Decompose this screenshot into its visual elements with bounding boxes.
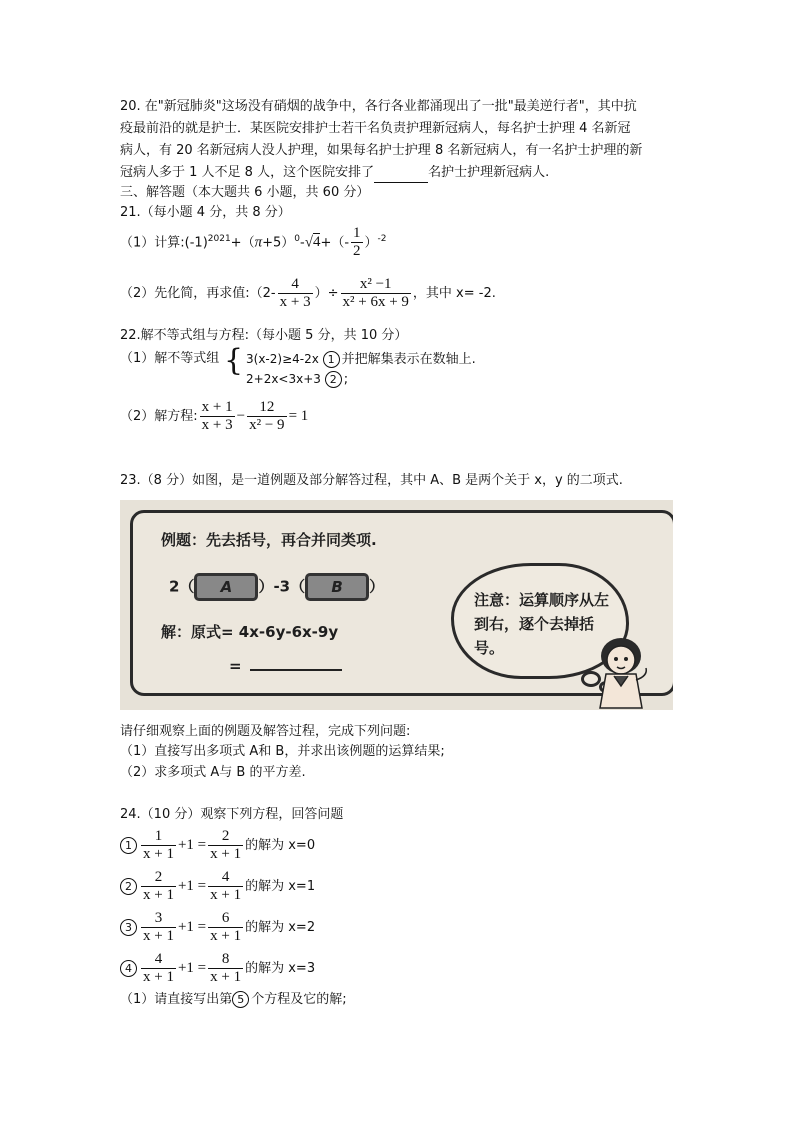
example-expression [169, 573, 384, 601]
denominator: x + 1 [210, 928, 242, 944]
denominator: x + 3 [279, 294, 311, 310]
answer-line [250, 655, 342, 671]
numerator: 4 [208, 869, 243, 887]
sqrt-radicand: 4 [312, 234, 321, 251]
q22-part2-label: （2）解方程: [120, 409, 198, 424]
numerator: 6 [208, 910, 243, 928]
exponent: -2 [377, 234, 387, 244]
denominator: x + 3 [201, 417, 233, 433]
denominator: x + 1 [143, 846, 174, 862]
fraction [208, 910, 243, 945]
q21-part2-label: （2）先化简，再求值:（2- [120, 286, 276, 301]
q20-line-4-tail: 名护士护理新冠病人. [428, 165, 550, 180]
answer-blank [374, 168, 428, 183]
denominator: 2 [353, 243, 361, 260]
fraction [278, 276, 313, 311]
q23-question-1: （1）直接写出多项式 A和 B，并求出该例题的运算结果; [120, 744, 445, 759]
q21-part2 [120, 272, 496, 316]
denominator: x + 1 [143, 969, 174, 985]
q23-instruction: 请仔细观察上面的例题及解答过程，完成下列问题: [120, 724, 411, 739]
inequality-1-text: 3(x-2)≥4-2x [246, 352, 319, 366]
q21-part1-label: （1）计算: [120, 235, 185, 251]
fraction-half [351, 225, 363, 260]
numerator: x + 1 [201, 399, 233, 415]
expr-part: ） [369, 577, 385, 596]
girl-illustration-icon [586, 632, 656, 710]
fraction [141, 869, 176, 904]
q20-line-2: 疫最前沿的就是护士．某医院安排护士若干名负责护理新冠病人，每名护士护理 4 名新冠 [120, 121, 631, 136]
equation-rhs: = 1 [288, 408, 309, 424]
circled-number: 1 [323, 351, 340, 368]
q22-part1-label: （1）解不等式组 [120, 351, 220, 366]
denominator: x + 1 [143, 887, 174, 903]
operator: ）÷ [314, 286, 339, 301]
inequality-1 [246, 350, 476, 369]
exponent: 2021 [207, 234, 231, 244]
inequality-1-tail: 并把解集表示在数轴上. [341, 352, 476, 367]
q22-part2 [120, 394, 308, 438]
box-b: B [305, 573, 369, 601]
numerator: 1 [141, 828, 176, 846]
circled-number: 2 [120, 878, 137, 895]
numerator: x² −1 [341, 276, 411, 294]
denominator: x + 1 [210, 846, 242, 862]
q20-line-4-text: 冠病人多于 1 人不足 8 人，这个医院安排了 [120, 165, 375, 180]
brace-symbol: { [224, 343, 244, 378]
fraction [208, 828, 243, 863]
operator: +1 = [177, 878, 207, 894]
numerator: 2 [208, 828, 243, 846]
inequality-2 [246, 370, 348, 389]
numerator: 8 [208, 951, 243, 969]
q24-equation-2 [120, 867, 315, 905]
expr-part: 2（ [169, 577, 195, 596]
circled-number: 5 [232, 991, 249, 1008]
example-photo [120, 500, 673, 710]
q24-equation-4 [120, 949, 315, 987]
example-solution: 解：原式= 4x-6y-6x-9y [161, 623, 339, 641]
operator: − [236, 408, 246, 424]
operator: +1 = [177, 960, 207, 976]
numerator: 4 [141, 951, 176, 969]
q20-line-1: 20. 在"新冠肺炎"这场没有硝烟的战争中，各行各业都涌现出了一批"最美逆行者"，其中抗 [120, 99, 637, 114]
fraction [341, 276, 411, 311]
fraction [141, 951, 176, 986]
box-a: A [194, 573, 258, 601]
q24-equation-3 [120, 908, 315, 946]
fraction [200, 399, 235, 434]
bubble-note: 注意：运算顺序从左到右，逐个去掉括号。 [474, 591, 610, 657]
equation-solution: 的解为 x=2 [245, 920, 316, 935]
q20-line-4 [120, 163, 549, 183]
sqrt-sign: √ [304, 234, 313, 251]
denominator: x + 1 [210, 969, 242, 985]
operator: +（- [320, 235, 350, 251]
pi-symbol: π [254, 234, 263, 251]
numerator: 1 [353, 225, 361, 242]
q21-part1 [120, 222, 387, 260]
section-heading: 三、解答题（本大题共 6 小题，共 60 分） [120, 185, 370, 200]
circled-number: 2 [325, 371, 342, 388]
fraction [208, 951, 243, 986]
q24-question-1 [120, 990, 347, 1010]
operator: +1 = [177, 837, 207, 853]
q24-question-1-tail: 个方程及它的解; [251, 992, 347, 1007]
denominator: x² + 6x + 9 [342, 294, 409, 310]
example-equals [229, 655, 342, 675]
example-title: 例题：先去括号，再合并同类项. [161, 531, 377, 549]
numerator: 12 [247, 399, 286, 417]
q24-header: 24.（10 分）观察下列方程，回答问题 [120, 807, 344, 822]
numerator: 4 [278, 276, 313, 294]
exponent: 0 [294, 234, 300, 244]
q21-header: 21.（每小题 4 分，共 8 分） [120, 205, 291, 220]
equation-solution: 的解为 x=0 [245, 838, 316, 853]
fraction [208, 869, 243, 904]
q23-header: 23.（8 分）如图，是一道例题及部分解答过程，其中 A、B 是两个关于 x，y 的二项式. [120, 473, 623, 488]
q20-line-3: 病人，有 20 名新冠病人没人护理，如果每名护士护理 8 名新冠病人，有一名护士护理的新 [120, 143, 643, 158]
q24-question-1-text: （1）请直接写出第 [120, 992, 233, 1007]
operator: +5） [262, 235, 295, 251]
equation-solution: 的解为 x=3 [245, 961, 316, 976]
circled-number: 3 [120, 919, 137, 936]
fraction [247, 399, 286, 434]
numerator: 2 [141, 869, 176, 887]
equals-sign: = [229, 657, 242, 675]
numerator: 3 [141, 910, 176, 928]
term-neg-one: (-1) [184, 235, 208, 251]
circled-number: 1 [120, 837, 137, 854]
denominator: x² − 9 [249, 417, 285, 433]
inequality-2-tail: ; [343, 372, 349, 387]
operator: ） [364, 235, 378, 251]
q23-question-2: （2）求多项式 A与 B 的平方差. [120, 765, 306, 780]
operator: - [300, 235, 305, 251]
denominator: x + 1 [143, 928, 174, 944]
q21-part2-tail: ，其中 x= -2. [412, 286, 496, 301]
circled-number: 4 [120, 960, 137, 977]
equation-solution: 的解为 x=1 [245, 879, 316, 894]
q22-header: 22.解不等式组与方程:（每小题 5 分，共 10 分） [120, 328, 408, 343]
fraction [141, 910, 176, 945]
expr-part: ）-3（ [258, 577, 306, 596]
fraction [141, 828, 176, 863]
inequality-2-text: 2+2x<3x+3 [246, 372, 321, 386]
denominator: x + 1 [210, 887, 242, 903]
operator: +1 = [177, 919, 207, 935]
operator: +（ [230, 235, 255, 251]
q24-equation-1 [120, 826, 315, 864]
